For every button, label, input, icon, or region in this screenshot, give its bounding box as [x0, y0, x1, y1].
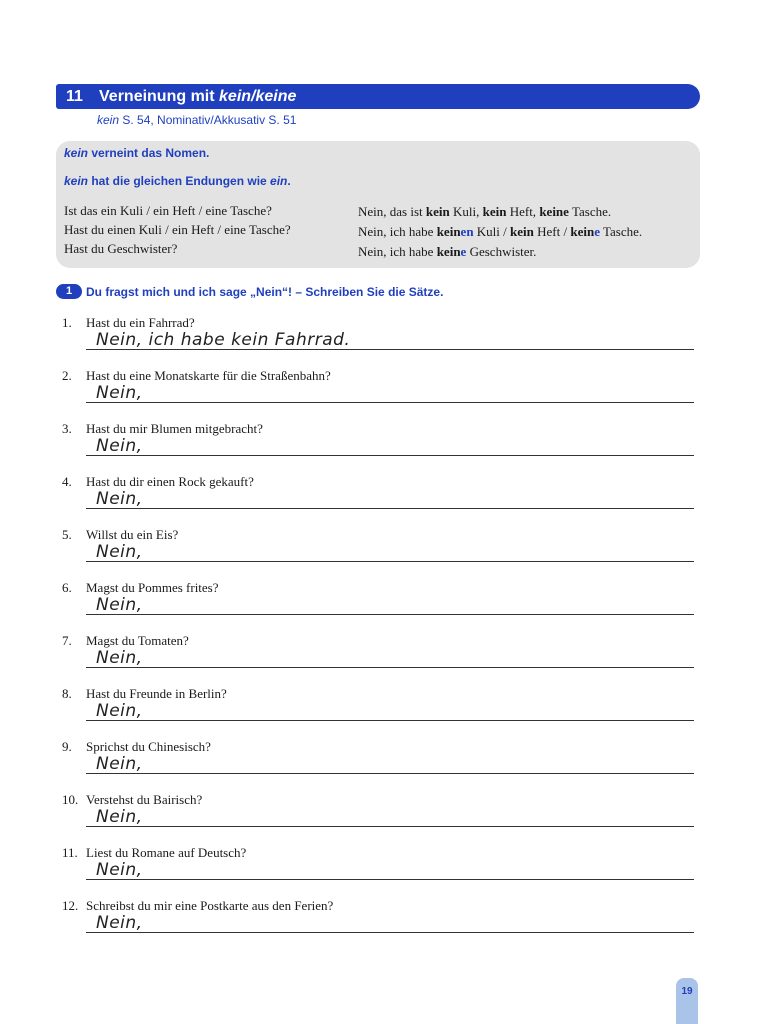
question: 6. Magst du Pommes frites?: [62, 580, 219, 595]
example-answer-1: Nein, das ist kein Kuli, kein Heft, keine Tasche.: [358, 204, 612, 219]
exercise-item: [62, 315, 698, 368]
question: 11. Liest du Romane auf Deutsch?: [62, 845, 247, 860]
exercise-item: [62, 686, 698, 739]
question: 7. Magst du Tomaten?: [62, 633, 189, 648]
exercise-item: [62, 527, 698, 580]
answer-text: Nein, ich habe kein Fahrrad.: [96, 330, 351, 350]
grammar-rule-1: kein verneint das Nomen.: [64, 146, 210, 160]
example-answer-2: Nein, ich habe keinen Kuli / kein Heft / keine Tasche.: [358, 224, 643, 239]
question: 12. Schreibst du mir eine Postkarte aus den Ferien?: [62, 898, 334, 913]
exercise-item: [62, 580, 698, 633]
question: 10. Verstehst du Bairisch?: [62, 792, 203, 807]
exercise-item: [62, 898, 698, 951]
section-header: [56, 84, 700, 109]
exercise-item: [62, 739, 698, 792]
page-number: 19: [681, 986, 693, 997]
answer-line[interactable]: [86, 773, 694, 774]
answer-text: Nein,: [96, 383, 143, 403]
example-question-2: Hast du einen Kuli / ein Heft / eine Tasche?: [64, 222, 291, 237]
section-title: Verneinung mit kein/keine: [99, 88, 297, 105]
task-header: [56, 284, 443, 300]
answer-text: Nein,: [96, 648, 143, 668]
answer-text: Nein,: [96, 595, 143, 615]
answer-line[interactable]: [86, 508, 694, 509]
answer-line[interactable]: [86, 667, 694, 668]
exercise-item: [62, 633, 698, 686]
question: 3. Hast du mir Blumen mitgebracht?: [62, 421, 263, 436]
answer-text: Nein,: [96, 489, 143, 509]
example-question-3: Hast du Geschwister?: [64, 241, 178, 256]
exercise-item: [62, 474, 698, 527]
exercise-item: [62, 421, 698, 474]
exercise-item: [62, 368, 698, 421]
grammar-rule-2: kein hat die gleichen Endungen wie ein.: [64, 174, 291, 188]
task-instruction: Du fragst mich und ich sage „Nein“! – Schreiben Sie die Sätze.: [86, 284, 444, 299]
reference-line: kein S. 54, Nominativ/Akkusativ S. 51: [97, 113, 297, 127]
question: 4. Hast du dir einen Rock gekauft?: [62, 474, 254, 489]
exercise-item: [62, 792, 698, 845]
example-answer-3: Nein, ich habe keine Geschwister.: [358, 244, 537, 259]
answer-text: Nein,: [96, 436, 143, 456]
question: 9. Sprichst du Chinesisch?: [62, 739, 211, 754]
answer-line[interactable]: [86, 455, 694, 456]
page-tab: [676, 978, 698, 1024]
answer-line[interactable]: [86, 932, 694, 933]
question: 1. Hast du ein Fahrrad?: [62, 315, 195, 330]
answer-text: Nein,: [96, 542, 143, 562]
example-question-1: Ist das ein Kuli / ein Heft / eine Tasche?: [64, 203, 272, 218]
answer-line[interactable]: [86, 720, 694, 721]
answer-line[interactable]: [86, 826, 694, 827]
answer-text: Nein,: [96, 913, 143, 933]
answer-line[interactable]: [86, 349, 694, 350]
answer-text: Nein,: [96, 807, 143, 827]
answer-text: Nein,: [96, 860, 143, 880]
answer-line[interactable]: [86, 614, 694, 615]
answer-text: Nein,: [96, 701, 143, 721]
grammar-box: [56, 141, 700, 268]
answer-text: Nein,: [96, 754, 143, 774]
question: 2. Hast du eine Monatskarte für die Straßenbahn?: [62, 368, 331, 383]
answer-line[interactable]: [86, 402, 694, 403]
question: 8. Hast du Freunde in Berlin?: [62, 686, 227, 701]
section-number: 11: [66, 88, 83, 105]
answer-line[interactable]: [86, 879, 694, 880]
question: 5. Willst du ein Eis?: [62, 527, 179, 542]
exercise-item: [62, 845, 698, 898]
answer-line[interactable]: [86, 561, 694, 562]
task-number-badge: 1: [56, 284, 82, 299]
